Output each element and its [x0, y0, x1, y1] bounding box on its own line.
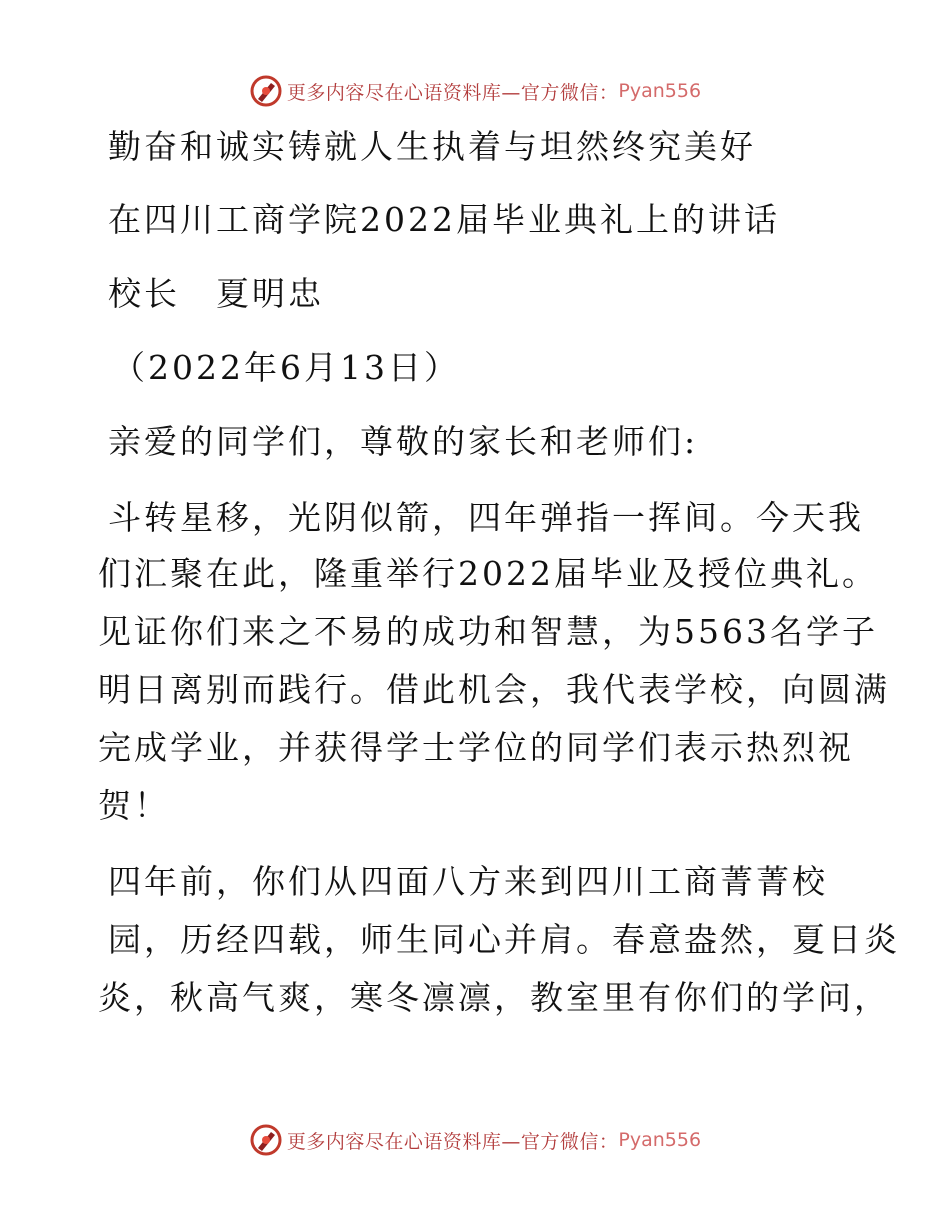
- document-title: 勤奋和诚实铸就人生执着与坦然终究美好: [108, 127, 756, 166]
- paragraph-line: 炎，秋高气爽，寒冬凛凛，教室里有你们的学问，: [98, 978, 890, 1017]
- banner-wechat-id: Pyan556: [618, 1129, 702, 1151]
- paragraph-line: 四年前，你们从四面八方来到四川工商菁菁校: [108, 862, 828, 901]
- logo-icon: [249, 74, 283, 108]
- document-salutation: 亲爱的同学们，尊敬的家长和老师们:: [108, 422, 699, 461]
- banner-wechat-id: Pyan556: [618, 80, 702, 102]
- document-date: （2022年6月13日）: [112, 348, 460, 387]
- paragraph-line: 完成学业，并获得学士学位的同学们表示热烈祝: [98, 728, 854, 767]
- banner-text: 更多内容尽在心语资料库—官方微信：: [286, 1130, 619, 1153]
- document-subtitle: 在四川工商学院2022届毕业典礼上的讲话: [108, 200, 780, 239]
- logo-icon: [249, 1123, 283, 1157]
- document-author: 校长 夏明忠: [108, 274, 324, 313]
- paragraph-line: 贺！: [98, 786, 170, 825]
- header-banner: [0, 71, 950, 111]
- paragraph-line: 们汇聚在此，隆重举行2022届毕业及授位典礼。: [98, 554, 878, 593]
- paragraph-line: 园，历经四载，师生同心并肩。春意盎然，夏日炎: [108, 920, 900, 959]
- banner-text: 更多内容尽在心语资料库—官方微信：: [286, 81, 619, 104]
- paragraph-line: 明日离别而践行。借此机会，我代表学校，向圆满: [98, 670, 890, 709]
- paragraph-line: 斗转星移，光阴似箭，四年弹指一挥间。今天我: [108, 498, 864, 537]
- paragraph-line: 见证你们来之不易的成功和智慧，为5563名学子: [98, 612, 878, 651]
- footer-banner: [0, 1120, 950, 1160]
